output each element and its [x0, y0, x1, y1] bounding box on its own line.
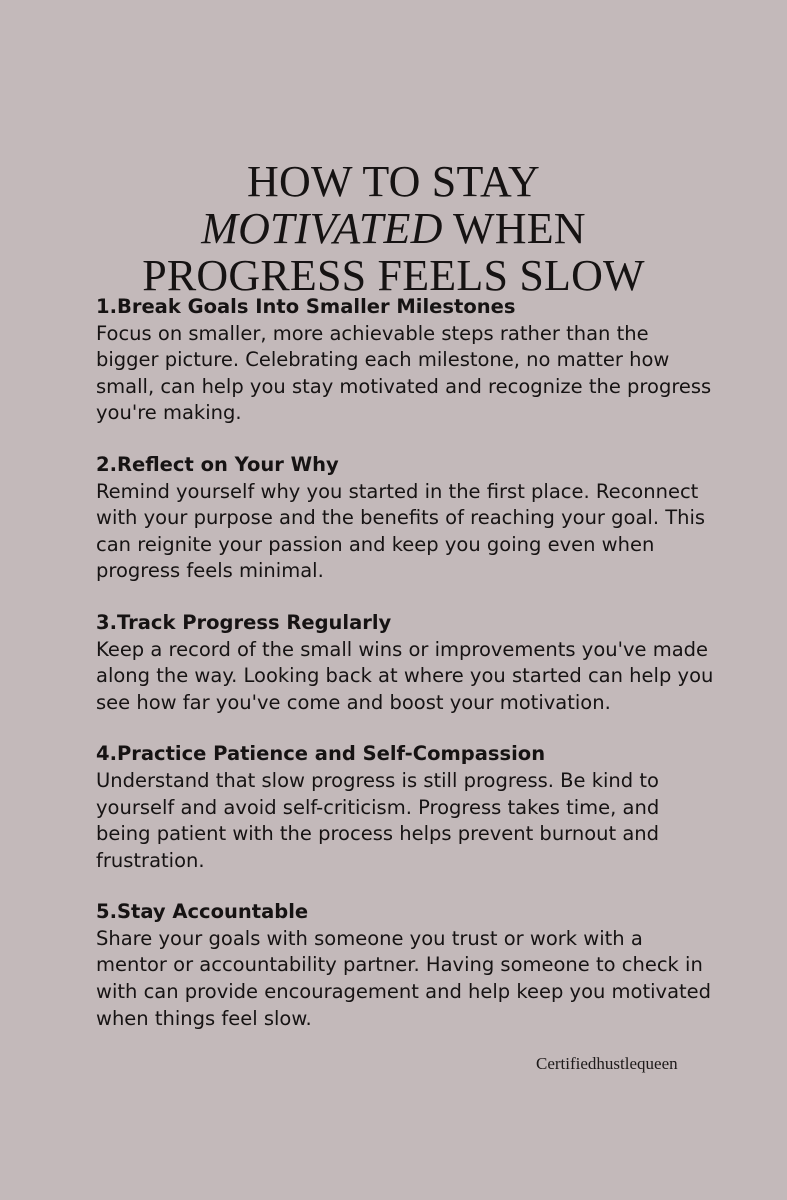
- tip-body: Understand that slow progress is still progress. Be kind to yourself and avoid self-criticism. Progress takes time, and being patient with the process helps prevent burnout and frustration.: [96, 768, 660, 872]
- author-signature: Certifiedhustlequeen: [536, 1054, 678, 1073]
- tip-heading: 1.Break Goals Into Smaller Milestones: [96, 295, 516, 318]
- page-title: [0, 158, 787, 299]
- tip-section-2: [96, 452, 716, 585]
- tip-body: Focus on smaller, more achievable steps rather than the bigger picture. Celebrating each milestone, no matter how small, can help you stay motivated and recognize the progress you're making.: [96, 321, 712, 425]
- tips-list: [96, 294, 716, 1057]
- title-emphasis: MOTIVATED: [201, 204, 443, 253]
- title-line-1: HOW TO STAY: [247, 157, 540, 206]
- tip-section-4: [96, 741, 716, 874]
- tip-body: Share your goals with someone you trust or work with a mentor or accountability partner. Having someone to check in with can provide encouragement and help keep you motivated when things feel slow.: [96, 926, 712, 1030]
- tip-body: Remind yourself why you started in the first place. Reconnect with your purpose and the benefits of reaching your goal. This can reignite your passion and keep you going even when progress feels minimal.: [96, 479, 706, 583]
- title-line-2: [0, 205, 787, 252]
- tip-section-1: [96, 294, 716, 427]
- tip-heading: 5.Stay Accountable: [96, 900, 309, 924]
- tip-body: Keep a record of the small wins or improvements you've made along the way. Looking back at where you started can help you see how far you've come and boost your motivation.: [96, 637, 714, 714]
- title-line-3: PROGRESS FEELS SLOW: [142, 251, 645, 300]
- tip-heading: 3.Track Progress Regularly: [96, 610, 392, 634]
- tip-section-5: [96, 899, 716, 1032]
- title-line-2-rest: WHEN: [442, 204, 586, 253]
- tip-heading: 2.Reflect on Your Why: [96, 452, 339, 476]
- tip-heading: 4.Practice Patience and Self-Compassion: [96, 742, 546, 766]
- tip-section-3: [96, 610, 716, 716]
